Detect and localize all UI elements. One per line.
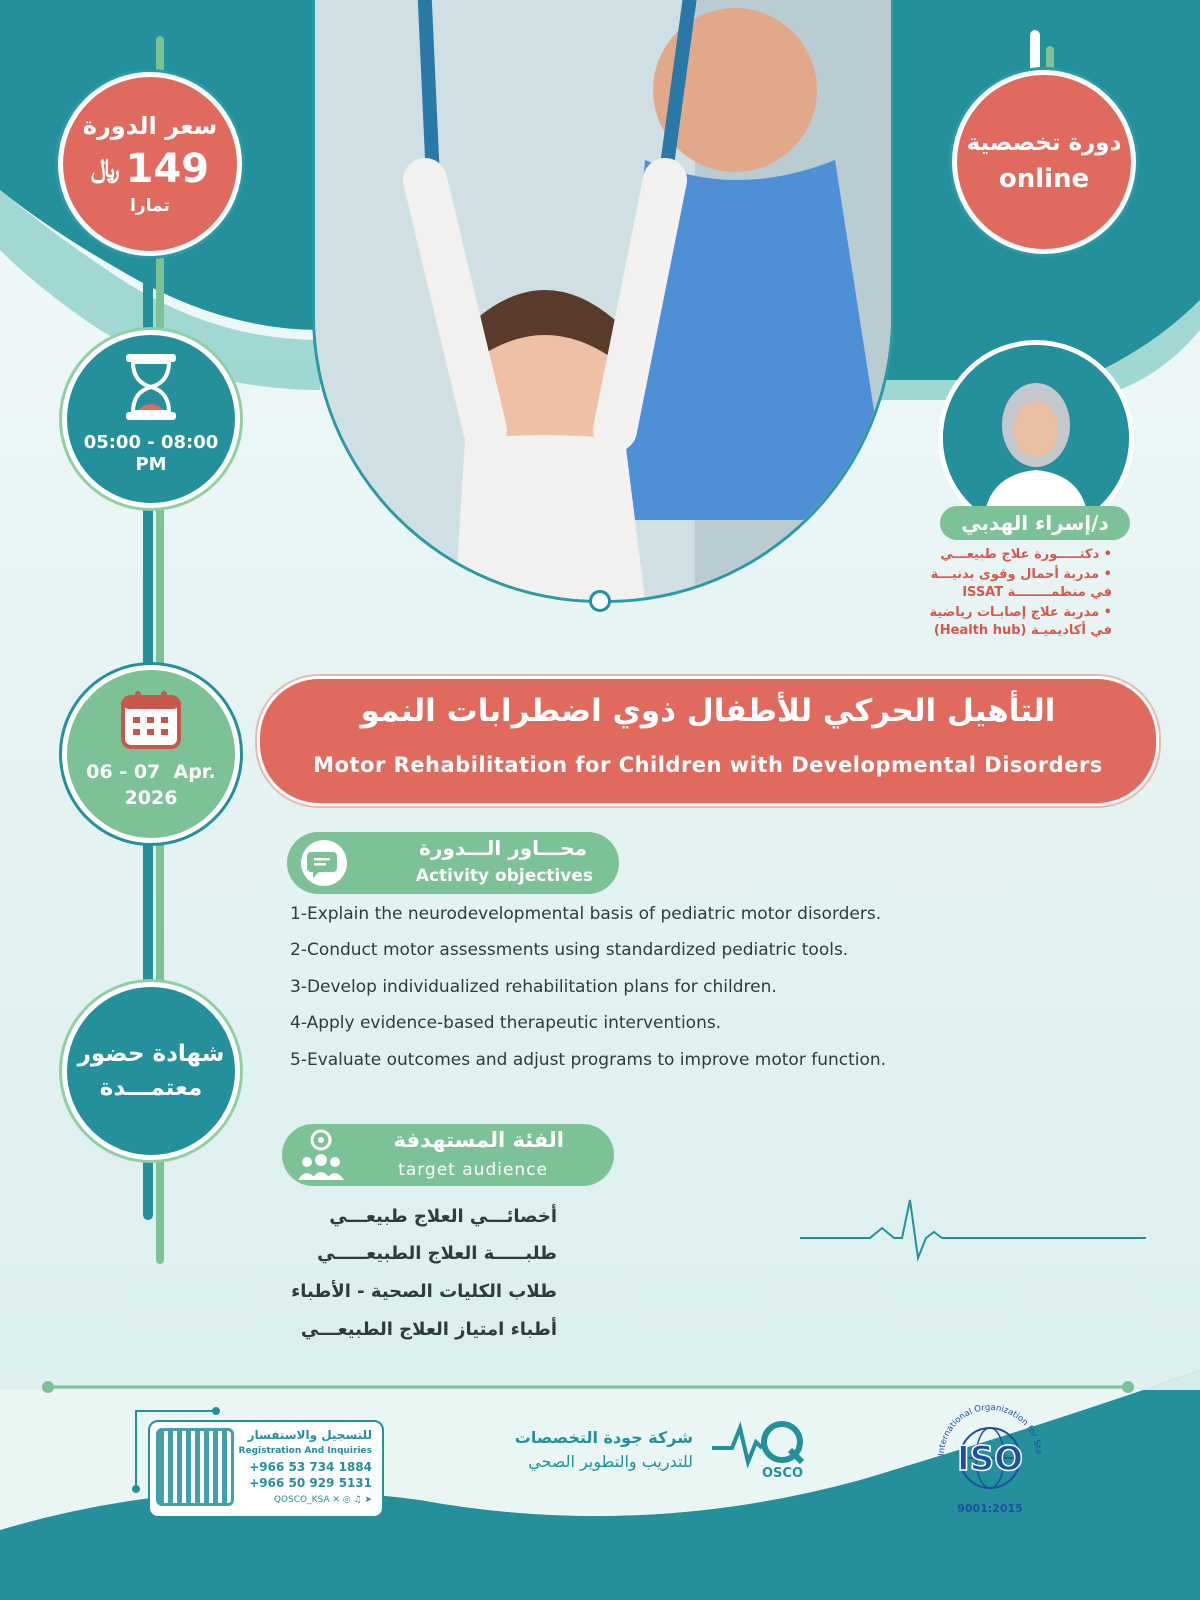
course-type-badge bbox=[952, 70, 1136, 254]
company-logo bbox=[710, 1418, 810, 1488]
qosco-logo-icon bbox=[710, 1418, 810, 1468]
company-logo-text: OSCO bbox=[762, 1466, 804, 1481]
iso-standard: 9001:2015 bbox=[957, 1502, 1023, 1515]
audience-item-4: أطباء امتياز العلاج الطبيعـــي bbox=[300, 1319, 557, 1340]
instructor-name: د/إسراء الهدبي bbox=[940, 506, 1130, 540]
price-amount: 149 bbox=[125, 146, 210, 192]
date-line1: 06 - 07 Apr. bbox=[86, 761, 216, 783]
calendar-icon bbox=[120, 689, 182, 751]
audience-item-3: طلاب الكليات الصحية - الأطباء bbox=[291, 1281, 557, 1302]
iso-logo: ISO bbox=[956, 1439, 1024, 1479]
contact-title-en: Registration And Inquiries bbox=[238, 1446, 372, 1456]
course-type-line2: online bbox=[998, 164, 1090, 194]
objective-item-4: 4-Apply evidence-based therapeutic interventions. bbox=[290, 1013, 722, 1033]
iso-ring-text: International Organization for Sta bbox=[936, 1402, 1044, 1457]
audience-title-ar: الفئة المستهدفة bbox=[393, 1128, 564, 1152]
contact-box bbox=[148, 1420, 384, 1518]
installments-label: تمارا bbox=[130, 196, 170, 216]
instructor-avatar bbox=[943, 345, 1129, 531]
objective-item-2: 2-Conduct motor assessments using standardized pediatric tools. bbox=[290, 940, 849, 960]
audience-item-1: أخصائـــي العلاج طبيعـــي bbox=[329, 1206, 557, 1227]
title-arabic: التأهيل الحركي للأطفال ذوي اضطرابات النمو bbox=[360, 693, 1056, 729]
certificate-line2: معتمـــدة bbox=[99, 1075, 203, 1101]
company-name-line2: للتدريب والتطوير الصحي bbox=[528, 1452, 693, 1471]
instructor-bullet-3: • مدربة علاج إصابـات رياضية في أكاديميـة (Health hub) bbox=[929, 605, 1112, 638]
qr-code[interactable] bbox=[156, 1428, 234, 1506]
chat-bubbles-icon bbox=[301, 840, 347, 886]
target-group-icon bbox=[292, 1126, 350, 1184]
company-name-line1: شركة جودة التخصصات bbox=[514, 1428, 693, 1447]
certificate-badge bbox=[62, 982, 240, 1160]
photo-bottom-dot bbox=[589, 590, 611, 612]
title-english: Motor Rehabilitation for Children with Developmental Disorders bbox=[313, 753, 1103, 777]
price-title: سعر الدورة bbox=[82, 112, 218, 140]
objectives-title-ar: محـــاور الـــدورة bbox=[419, 836, 587, 860]
instructor-bullet-2: • مدربة أحمال وقوى بدنيـــة في منظمــــــــة ISSAT bbox=[930, 567, 1112, 600]
certificate-line1: شهادة حضور bbox=[77, 1041, 225, 1067]
date-badge bbox=[62, 665, 240, 843]
audience-item-2: طلبـــــة العلاج الطبيعـــــي bbox=[317, 1243, 557, 1264]
objective-item-3: 3-Develop individualized rehabilitation plans for children. bbox=[290, 977, 777, 997]
audience-title-en: target audience bbox=[398, 1160, 548, 1180]
time-badge bbox=[62, 330, 240, 508]
date-line2: 2026 bbox=[124, 787, 178, 809]
riyal-icon: ﷼ bbox=[90, 153, 120, 184]
iso-badge bbox=[930, 1400, 1050, 1520]
price-badge bbox=[58, 72, 242, 256]
time-text: 05:00 - 08:00 PM bbox=[83, 432, 219, 475]
contact-phone-2[interactable]: +966 50 929 5131 bbox=[249, 1476, 372, 1490]
course-type-line1: دورة تخصصية bbox=[966, 130, 1122, 156]
instructor-bullet-1: • دكتـــــورة علاج طبيعـــي bbox=[940, 547, 1112, 562]
contact-title-ar: للتسجيل والاستفسار bbox=[247, 1428, 372, 1442]
social-icons: ✕ ◎ ♫ ➤ bbox=[332, 1495, 372, 1505]
objective-item-1: 1-Explain the neurodevelopmental basis of pediatric motor disorders. bbox=[290, 904, 882, 924]
contact-handle[interactable]: QOSCO_KSA ✕ ◎ ♫ ➤ bbox=[273, 1495, 372, 1505]
contact-phone-1[interactable]: +966 53 734 1884 bbox=[249, 1460, 372, 1474]
objective-item-5: 5-Evaluate outcomes and adjust programs to improve motor function. bbox=[290, 1050, 887, 1070]
hourglass-icon bbox=[124, 352, 178, 422]
objectives-header bbox=[287, 832, 619, 894]
heartbeat-line bbox=[800, 1200, 1146, 1258]
audience-header bbox=[282, 1124, 614, 1186]
title-banner bbox=[257, 676, 1159, 806]
therapy-photo bbox=[312, 0, 894, 603]
objectives-title-en: Activity objectives bbox=[415, 866, 593, 886]
